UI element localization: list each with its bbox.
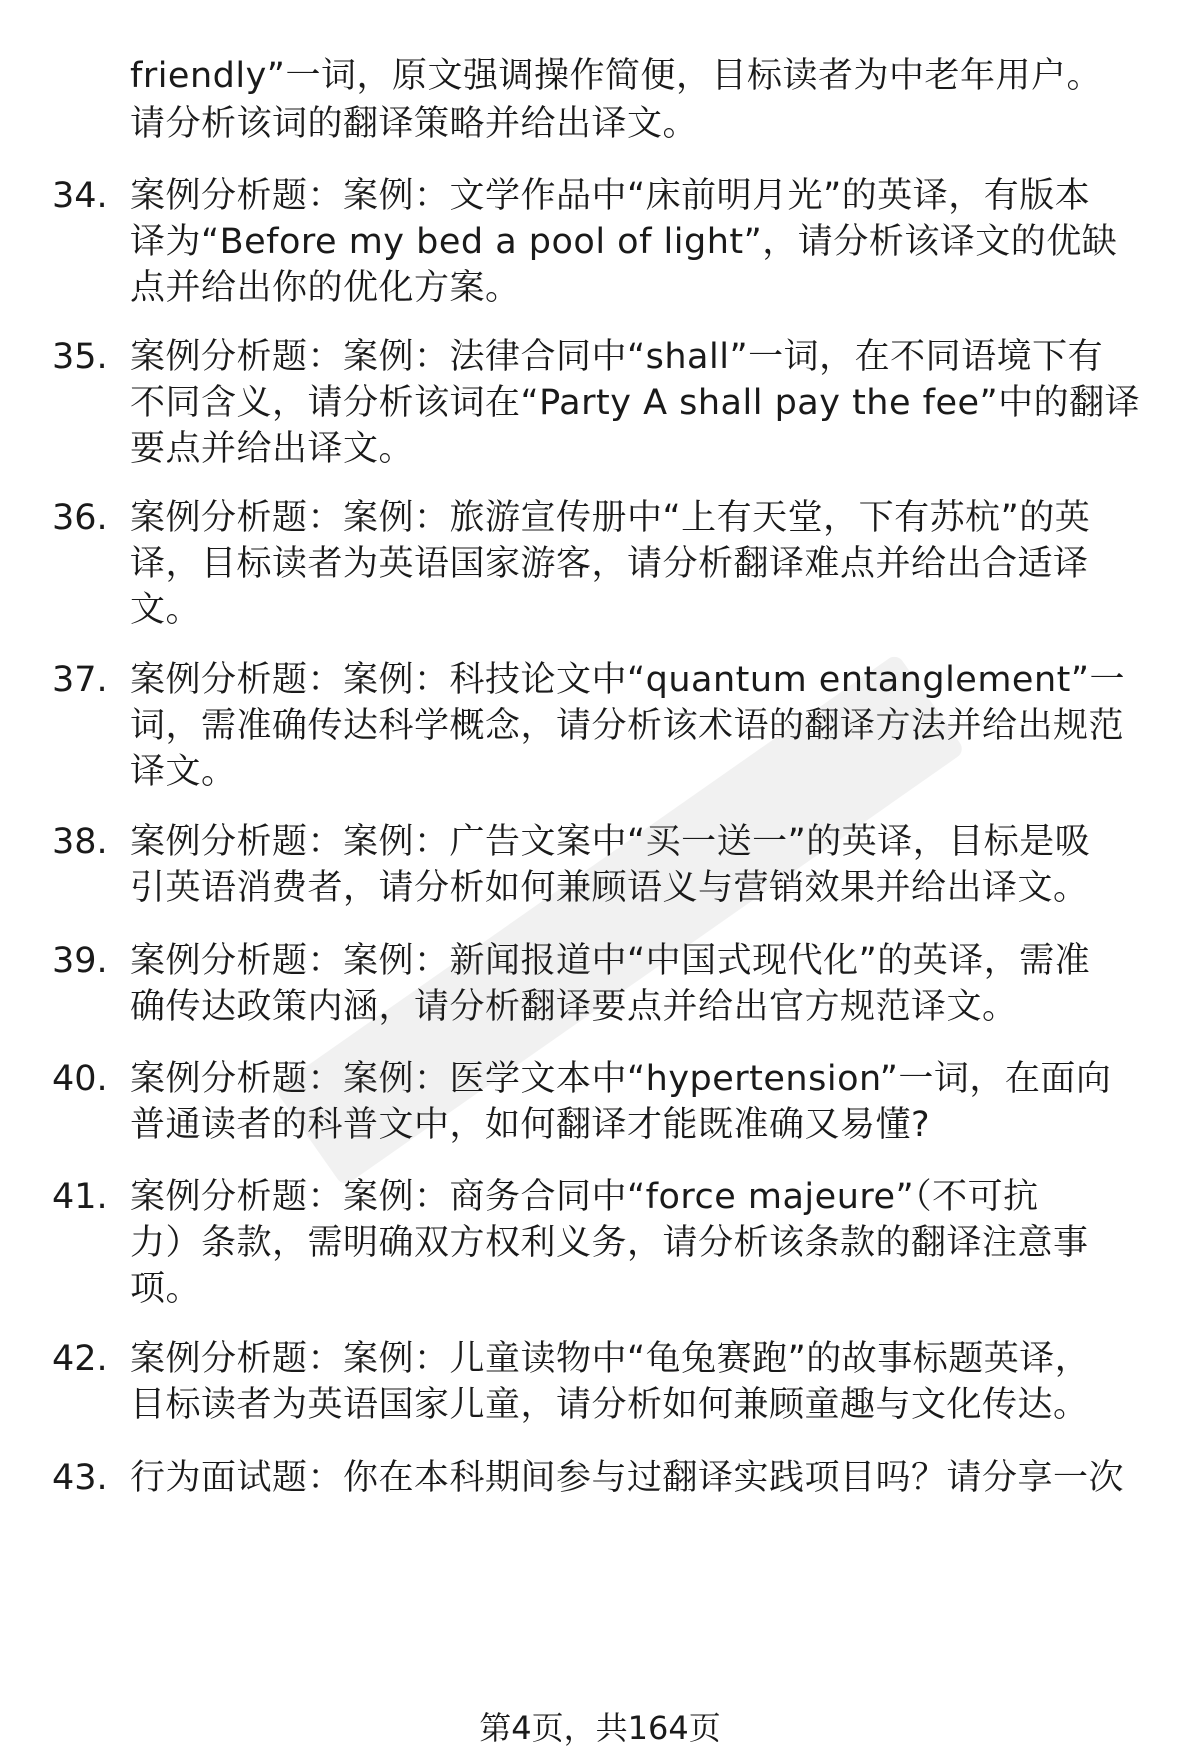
question-number: 39.: [52, 941, 108, 981]
question-line: 不同含义，请分析该词在“Party A shall pay the fee”中的翻译: [130, 383, 1141, 423]
question-line: 案例分析题：案例：法律合同中“shall”一词，在不同语境下有: [130, 337, 1104, 377]
question-line: 译文。: [130, 752, 237, 792]
question-line: 文。: [130, 590, 202, 630]
question-line: 要点并给出译文。: [130, 429, 415, 469]
question-line: 案例分析题：案例：医学文本中“hypertension”一词，在面向: [130, 1059, 1112, 1099]
question-line: 项。: [130, 1269, 202, 1309]
question-line: 译，目标读者为英语国家游客，请分析翻译难点并给出合适译: [130, 544, 1089, 584]
question-line: 词，需准确传达科学概念，请分析该术语的翻译方法并给出规范: [130, 706, 1125, 746]
page-footer: 第4页，共164页: [479, 1709, 721, 1747]
question-line: 行为面试题：你在本科期间参与过翻译实践项目吗？请分享一次: [130, 1458, 1125, 1498]
question-number: 35.: [52, 337, 108, 377]
intro-line: 请分析该词的翻译策略并给出译文。: [130, 104, 699, 144]
question-line: 案例分析题：案例：科技论文中“quantum entanglement”一: [130, 660, 1125, 700]
question-line: 案例分析题：案例：商务合同中“force majeure”（不可抗: [130, 1177, 1039, 1217]
question-number: 38.: [52, 822, 108, 862]
question-number: 41.: [52, 1177, 108, 1217]
question-number: 40.: [52, 1059, 108, 1099]
question-line: 案例分析题：案例：文学作品中“床前明月光”的英译，有版本: [130, 176, 1091, 216]
question-line: 力）条款，需明确双方权利义务，请分析该条款的翻译注意事: [130, 1223, 1089, 1263]
question-line: 案例分析题：案例：旅游宣传册中“上有天堂，下有苏杭”的英: [130, 498, 1091, 538]
intro-line: friendly”一词，原文强调操作简便，目标读者为中老年用户。: [130, 56, 1102, 96]
question-number: 37.: [52, 660, 108, 700]
question-line: 案例分析题：案例：广告文案中“买一送一”的英译，目标是吸: [130, 822, 1091, 862]
question-number: 34.: [52, 176, 108, 216]
question-number: 43.: [52, 1458, 108, 1498]
question-line: 引英语消费者，请分析如何兼顾语义与营销效果并给出译文。: [130, 868, 1089, 908]
question-line: 目标读者为英语国家儿童，请分析如何兼顾童趣与文化传达。: [130, 1385, 1089, 1425]
question-line: 译为“Before my bed a pool of light”，请分析该译文的优缺: [130, 222, 1118, 262]
question-line: 普通读者的科普文中，如何翻译才能既准确又易懂?: [130, 1105, 931, 1145]
question-number: 36.: [52, 498, 108, 538]
question-line: 案例分析题：案例：新闻报道中“中国式现代化”的英译，需准: [130, 941, 1091, 981]
question-line: 确传达政策内涵，请分析翻译要点并给出官方规范译文。: [130, 987, 1018, 1027]
question-line: 点并给出你的优化方案。: [130, 268, 521, 308]
question-line: 案例分析题：案例：儿童读物中“龟兔赛跑”的故事标题英译，: [130, 1339, 1091, 1379]
question-number: 42.: [52, 1339, 108, 1379]
